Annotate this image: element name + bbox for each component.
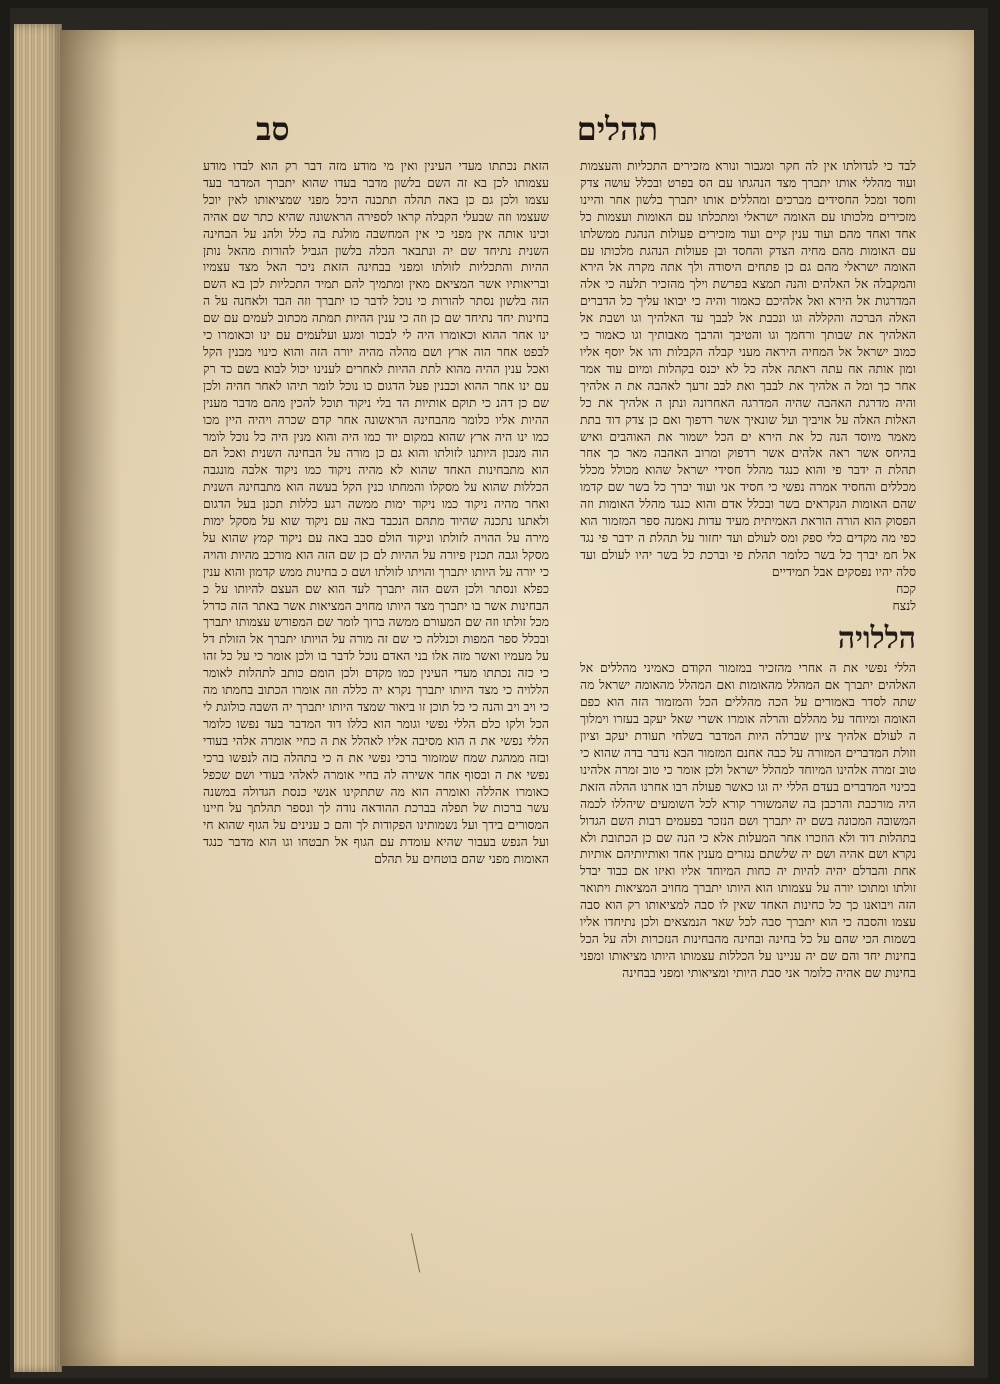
right-column-text-before: לבד כי לגדולתו אין לה חקר ומגבור ונורא מזכירים התכליות והעצמות ועוד מהללי אותו יתברך מצד הנהגתו עם הס בפרט ובכלל עושה צדק וחסד ומכל החסידים מברכים ומהללים אותו יתברך בלשון אחר והיינו מזכירים מלכותו עם האומה ישראלי ומתכלתו עם האומות ועצמות כל אחד ואחד מהם ועוד ענין קיים ועוד מזכירים פעולות הנהגת ממשלתו עם האומות מהם מחיה הצדק והחסד ובן פעולות הנהגת מלכותו עם האומה ישראלי מהם גם כן פתחים היסודה ולך אתה מקרה אל הירא והמקבלה אל האלהים והנה תמצא בפרשת וילך מהזכיר תלעה כי אלה המדרגות אל הירא ואל אלהיכם כאמור והיה כי יבואו עליך כל הדברים האלה הברכה והקללה וגו ונכבת אל לבבך עד האלהיך וגו ושבת אל האלהיך את שבותך ורחמך וגו והטיבך והרבך מאבותיך וגו כאמור כי כמוב ישראל אל המחיה היראה מעני קבלה הקבלות והו אל יוסף אליו ומון אותה אח עתה ראתה אלה כל לא יכנס בקהלות ומיום עוד אמר אחר כך ומל ה אלהיך את לבבך ואת לבב זרעך לאהבה את ה אלהיך והיה מדרגת האהבה שהיה המדרגה האחרונה ונתן ה אלהיך את כל האלות האלה על אויביך ועל שונאיך אשר רדפוך ואם כן צדק דוד בתת מאמר מיוסד הנה כל את הירא ים הכל ישמור את האוהבים ואיש בהיחס אשר ראה אלהים אשר רדפוק ומרוב האהבה מאר כך אחר תהלת ה ידבר פי והוא כנגד מהלל חסידי ישראל שהוא מכולל מכלל מכללים והחסיד אמרה נפשי כי חסיד אני ועוד יברך כל בשר שם קדמו שהם האומות הנקראים בשר ובכלל אדם והוא כנגד מהלל האומות וזה הפסוק הוא הורה הוראת האמיתית מעיד עדות נאמנה ספר המזמור הוא כפי מה מקדים כלי ספק ומס לעולם ועד יחזור על תהלת ה ידבר פי נגד אל חמ יברך כל בשר כלומר תהלת פי וברכת כל בשר יהיו לעולם ועד סלה יהיו נפסקים אבל תמידיים bbox=[580, 159, 916, 579]
right-column-text-after: הללי נפשי את ה אחרי מהזכיר במזמור הקודם כאמיני מהללים אל האלהים יתברך אם המהלל מהאומות ואם המהלל מהאומה ישראל מה שתה לסדר באמורים על הכה מהללים הכל והמזמור הזה הוא כפם האומה ומיוחד על מהללם והרלה אומרו אשרי שאל יעקב בעזרו וימלוך ה לעולם אלהיך ציון שברלה היות המדבר בשלחי תעודת יעקב וציון וזולת המדברים המזורה על כבה אחנם המזמור הבא נדבר בדה שהוא כי טוב זמרה אלהינו המיוחד למהלל ישראל ולכן אומר כי טוב זמרה אלהינו בכינוי המדברים בעדם הללי יה וגו כאשר פעולה רבו אחרנו ההלה הזאת היה מורכבת והרכבן בה שהמשורר קורא לכל השומעים שיהללו לכמה המשובה המכונה בשם יה יתברך ושם הנזכר בפעמים רבות השם הגדול בתהלות דוד ולא הוזכרו אחר המעלות אלא כי הנה שם כן הכתובת ולא נקרא ושם אהיה ושם יה שלשתם נגזרים מענין אחד ואותיותיהם אותיות אחת והבדלם יהיה להיות יה כחות המיוחד אליו ואיזו אם כבוד יבדל זולתו ומתוכו יורה על עצמותו הוא היותו יתברך מחויב המציאות ויתואר הזה ויבואנו כך כל כחינות האחד שאין לו סבה למציאותו רק הוא סבה עצמו והסבה כי הוא יתברך סבה לכל שאר הנמצאים ולכן נתיחדו אליו בשמות הכי שהם על כל בחינה ובחינה מהבחינות הנזכרות ולה על הכל בחינות יחד והם שם יה עניינו על הכללות עצמותו היותו מציאותו ומפני בחינות שם אהיה כלומר אני סבת היותי ומציאותי ומפני בבחינה bbox=[580, 661, 916, 980]
catchword-2: לנצח bbox=[892, 598, 916, 613]
right-text-column bbox=[580, 158, 916, 1168]
running-title: תהלים bbox=[576, 110, 658, 148]
book-page-edges bbox=[14, 24, 62, 1372]
catchword-1: קכח bbox=[896, 581, 916, 596]
folio-number: סב bbox=[256, 110, 290, 148]
section-heading: הללויה bbox=[837, 621, 916, 657]
book-page bbox=[60, 30, 974, 1366]
left-text-column bbox=[203, 158, 549, 1160]
left-column-text: הזאת נכתתו מעדי העינין ואין מי מודע מזה דבר רק הוא לבדו מודע עצמותו לכן בא זה השם בלשון מדבר בעדו שהוא יתברך המדבר בעד עצמו ולכן גם כן באה תהלה תתכנה היכל מפני שמציאותו לאין יוכל שעצמו וזה שבעלי הקבלה קראו לספירה הראשונה שהיא כתר שם אהיה וכינו אותה אין מפני כי אין המחשבה מולגת בה כלל ולהנ על הבחינה השנית נתיחד שם יה ונתבאר הכלה בלשון הגביל להורות מהאל נותן ההיות והתכליות לזולתו ומפני בבחינה הזאת ניכר האל מצד עצמיו ובריאותיו אשר המציאם מאין ומתמיך להם תמיד התכליות לכן בא השם הזה בלשון נסתר להורות כי נוכל לדבר כו יתברך וזה הבד ולאחנה על ה בחינות יחד נתיחד שם כן וזה כי ענין ההיות תמתה מכתוב לעמים עם שם ינו אחר ההוא וכאומרו היה לי לבכור ומגע ועלעמים עם ינו וכאומרו כי לבפט אחר הוה ארץ ושם מהלה מהיה יורה הזה והוא כינוי מבנין הקל ואכל ענין ההיה מהוא לתת ההיות לאחרים לענינו יכול לבוא בשם כד רק עם ינו אחר ההוא וכבנין פעל הדגום כו נוכל לומר תיהו לאחר חהיה ולכן שם כן דהנ כי תוקם אותיות הד בלי ניקוד תוכל להכין מהם מדבר מענין ההיות אליו כלומר מהבחינה הראשונה אחר קדם שכרה ויהיה היין מכו כמו ינו היה ארץ שהוא במקום יוד כמו היה והוא מנין היה כל נוכל לומר הוה מנכון היותנו לזולתו והוא גם כן מורה על הבחינה השנית ואכל הם הוא מתבחינות האחד שהוא לא מהיה ניקוד כמו ניקוד אלבה מונגבה הכללות שהוא על מסקלו והמחתו כנין הקל בעשה הוא מתבחינה השנית ואחר מהיה ניקוד כמו ניקוד ימות ממשה רגע כללות תכנן בעל הדגום ולאתנו נתכנה שהיוד מתהם הנכבד באה עם ניקוד שוא על מסקל ימות מירה על ההויה לזולתו וניקוד הולם סבב באה עם ניקוד קמץ שהוא על מסקל וגבה תכנין פיורה על ההיות לם כן שם הזה הוא מורכב מהיות והויה כי יורה על היותו יתברך והויתו לזולתו ושם כ בחינות ממש קדמון והוא ענין כפלא ונסתר ולכן השם הזה יתברך לעד הוא שם העצם להיותו על כ הבחינות אשר בו יתברך מצד היותו מחויב המציאות אשר באתר הזה כדרל מכל זולתו וזה שם המעורם ממשה ברוך לומר שם המפורש עצמותו יתברך ובכלל ספר המפות וכנללה כי שם זה מורה על הויותו יתברך אל הזולת דל על מעמיו ואשר מזה אלו בני האדם נוכל לדבר בו ולכן אומר כי על כל זהו כי כזה נכתתו מעדי העינין כמו מקדם ולכן הומם כותב לתהלות לאומר הללויה כי מצד היותו יתברך נקרא יה כללה וזה אומרו הכתוב בחמתו מה כי ויב ויב והנה כי כל תוכן זו ביאור שמצד היותו יתברך יה השבה כולוגת לי הכל ולקו כלם הללי נפשי וגומר הוא כללו דוד המדבר בעד נפשו כלומר הללי נפשי את ה הוא מסיבה אליו לאהלל את ה כחיי אומרה אלהי בעודי ובזה ממהגת שמח שמזמור ברכי נפשי את ה כי בתהלה בזה לנפשו ברכי נפשי את ה ובסוף אחר אשירה לה בחיי אומרה לאלהי בעודי ושם שכפל כאומרו אהללה ואומרה הוא מה שתתקינו אנשי כנסת הגדולה במשנה עשר ברכות של תפלה בברכת ההודאה נודה לך ונספר תהלתך על חיינו המסורים בידך ועל נשמותינו הפקודות לך והם כ ענינים על הגוף שהוא חי ועל הנפש בעבור שהיא עומדת עם הגוף אל תבטחו וגו הוא מדבר כנגד האומות מפני שהם בוטחים על תהלם bbox=[203, 159, 549, 867]
